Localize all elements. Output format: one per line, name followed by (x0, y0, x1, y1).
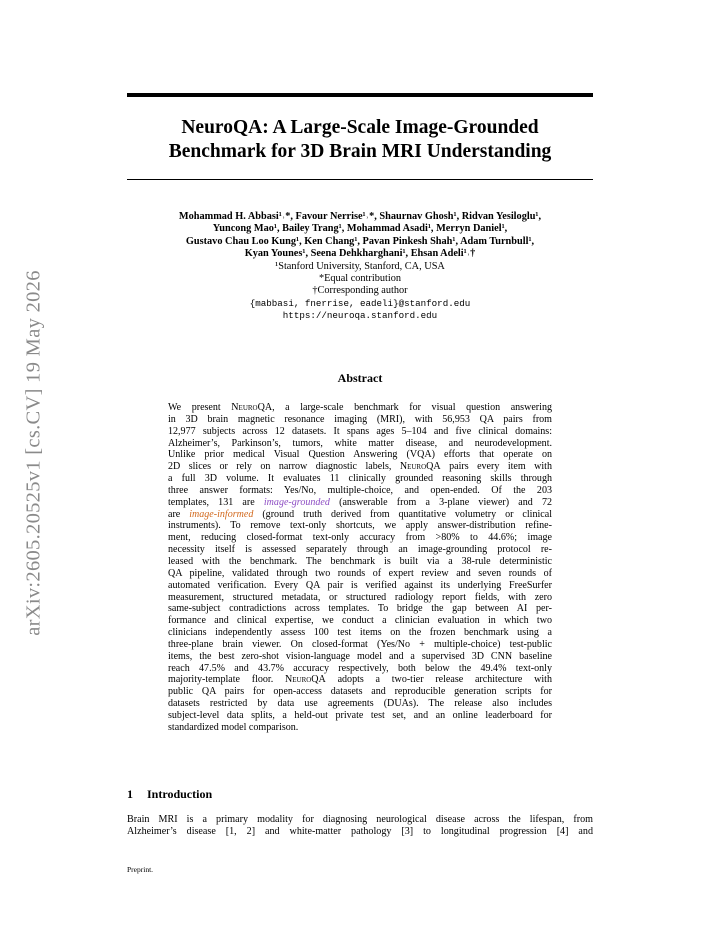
image-informed-term: image-informed (189, 508, 254, 520)
title-line-2: Benchmark for 3D Brain MRI Understanding (168, 141, 552, 162)
abstract-line: items, the best zero-shot vision-language model and a supervised 3D CNN baseline (168, 650, 552, 662)
neuroqa-name: NeuroQA (231, 402, 273, 413)
paper-title (127, 116, 593, 164)
author-line-3: Gustavo Chau Loo Kung¹, Ken Chang¹, Pavan Pinkesh Shah¹, Adam Turnbull¹, (185, 235, 535, 247)
image-grounded-term: image-grounded (263, 496, 330, 508)
abstract-line: standardized model comparison. (168, 721, 299, 733)
preprint-footer: Preprint. (127, 865, 154, 874)
affiliation: ¹Stanford University, Stanford, CA, USA (275, 260, 445, 272)
neuroqa-name: NeuroQA (284, 674, 326, 686)
abstract-line: in 3D brain magnetic resonance imaging (MRI), with 56,953 QA pairs from (168, 413, 552, 425)
neuroqa-name: NeuroQA (399, 461, 441, 473)
author-line-4: Kyan Younes¹, Seena Dehkharghani¹, Ehsan Adeli¹˒† (244, 248, 476, 260)
abstract-line: 2D slices or rely on narrow diagnostic labels, NeuroQA pairs every item with (168, 461, 552, 473)
author-line-2: Yuncong Mao¹, Bailey Trang¹, Mohammad Asadi¹, Merryn Daniel¹, (212, 223, 508, 235)
abstract-line: instruments). To remove text-only shortcuts, we apply answer-distribution refine- (168, 520, 552, 532)
title-line-1: NeuroQA: A Large-Scale Image-Grounded (181, 117, 539, 138)
abstract-line: are image-informed (ground truth derived from quantitative volumetry or clinical (168, 508, 552, 520)
title-top-rule (127, 93, 593, 97)
author-line-1: Mohammad H. Abbasi¹˒*, Favour Nerrise¹˒*, Shaurnav Ghosh¹, Ridvan Yesiloglu¹, (178, 211, 542, 222)
section-number: 1 (127, 787, 133, 801)
intro-paragraph (127, 814, 593, 838)
abstract-line: measurement, structured metadata, or structured radiology report fields, with zero (168, 591, 552, 603)
abstract-line: three-plane brain viewer. On closed-format (Yes/No + multiple-choice) test-public (168, 638, 552, 650)
arxiv-id: arXiv:2605.20525v1 [cs.CV] 19 May 2026 (22, 270, 45, 636)
abstract-line: three answer formats: Yes/No, multiple-choice, and open-ended. Of the 203 (168, 484, 552, 496)
abstract-line: ment, reducing closed-format text-only accuracy from >80% to 44.6%; image (168, 532, 552, 544)
abstract-line: reach 47.5% and 43.7% accuracy respectively, both below the 49.4% text-only (168, 662, 552, 674)
abstract-line: same-subject contradictions across templates. To bridge the gap between AI per- (168, 603, 552, 615)
author-emails[interactable]: {mabbasi, fnerrise, eadeli}@stanford.edu (249, 297, 471, 309)
section-title: Introduction (147, 787, 213, 801)
abstract-line: We present NeuroQA, a large-scale benchmark for visual question answering (168, 402, 552, 413)
abstract-line: templates, 131 are image-grounded (answerable from a 3-plane viewer) and 72 (168, 496, 552, 508)
arxiv-sidebar (19, 258, 49, 648)
project-url[interactable]: https://neuroqa.stanford.edu (282, 310, 438, 322)
equal-contribution-note: *Equal contribution (318, 273, 402, 285)
intro-line-1: Brain MRI is a primary modality for diagnosing neurological disease across the lifespan, from (127, 814, 593, 825)
abstract-line: public QA pairs for open-access datasets and reproducible generation scripts for (168, 686, 552, 698)
abstract-line: Unlike prior medical Visual Question Answering (VQA) efforts that operate on (168, 449, 552, 461)
abstract-line: Alzheimer’s, Parkinson’s, tumors, white matter disease, and neurodevelopment. (168, 437, 552, 449)
abstract-line: clinicians independently assess 100 test items on the frozen benchmark using a (168, 627, 552, 639)
abstract-line: 12,977 subjects across 12 datasets. It spans ages 5–104 and five clinical domains: (168, 425, 552, 437)
abstract-line: datasets restricted by data use agreements (DUAs). The release also includes (168, 698, 552, 710)
title-bottom-rule (127, 179, 593, 180)
abstract-line: necessity itself is assessed separately through an image-grounding protocol re- (168, 544, 552, 556)
abstract-line: formance and clinical expertise, we conduct a clinician evaluation in which two (168, 615, 552, 627)
abstract-line: automated verification. Every QA pair is verified against its underlying FreeSurfer (168, 579, 552, 591)
section-heading (127, 787, 212, 802)
author-block (127, 211, 593, 323)
abstract-line: majority-template floor. NeuroQA adopts a two-tier release architecture with (168, 674, 552, 686)
intro-line-2: Alzheimer’s disease [1, 2] and white-matter pathology [3] to longitudinal progression [4] and (127, 826, 593, 837)
abstract-line: a full 3D volume. It evaluates 11 clinically grounded reasoning skills through (168, 473, 552, 485)
abstract-heading: Abstract (337, 371, 383, 385)
abstract-line: subject-level data splits, a held-out private test set, and an online leaderboard for (168, 709, 552, 721)
abstract-body (168, 402, 552, 734)
corresponding-author-note: †Corresponding author (312, 285, 408, 297)
abstract-line: QA pipeline, validated through two rounds of expert review and seven rounds of (168, 567, 552, 579)
abstract-line: leased with the benchmark. The benchmark is built via a 38-rule deterministic (168, 555, 552, 567)
